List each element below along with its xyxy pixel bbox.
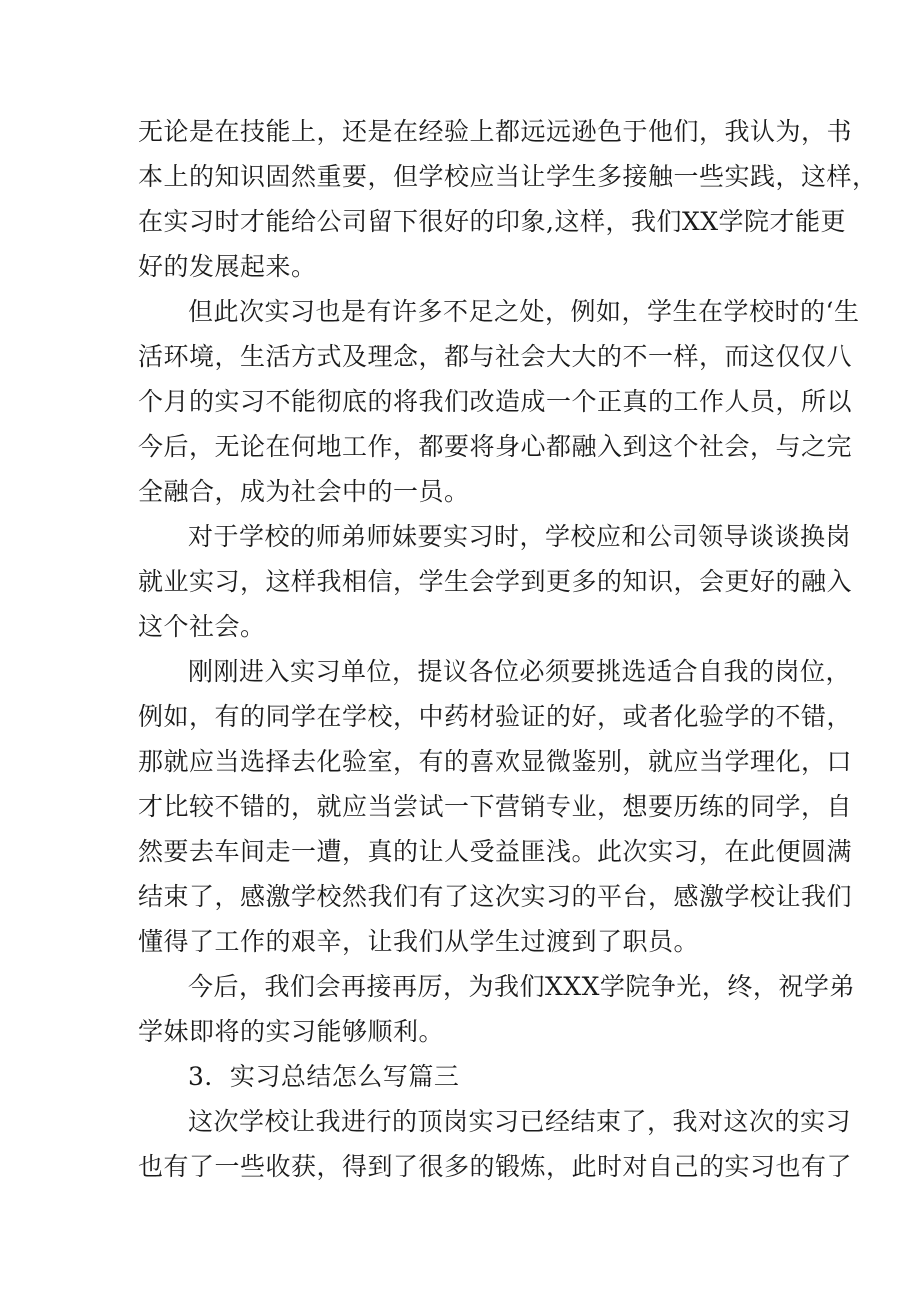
text-line: 在实习时才能给公司留下很好的印象,这样，我们XX学院才能更 bbox=[138, 207, 847, 236]
text-line: 学妹即将的实习能够顺利。 bbox=[138, 1017, 445, 1046]
paragraph-first-line: 刚刚进入实习单位，提议各位必须要挑选适合自我的岗位， bbox=[188, 657, 852, 686]
text-line: 活环境，生活方式及理念，都与社会大大的不一样，而这仅仅八 bbox=[138, 342, 853, 371]
paragraph-first-line: 对于学校的师弟师妹要实习时，学校应和公司领导谈谈换岗 bbox=[188, 522, 852, 551]
text-line: 好的发展起来。 bbox=[138, 252, 317, 281]
text-line: 也有了一些收获，得到了很多的锻炼，此时对自己的实习也有了 bbox=[138, 1152, 853, 1181]
text-line: 懂得了工作的艰辛，让我们从学生过渡到了职员。 bbox=[138, 927, 700, 956]
paragraph-first-line: 但此次实习也是有许多不足之处，例如，学生在学校时的‘生 bbox=[188, 297, 860, 326]
text-line: 才比较不错的，就应当尝试一下营销专业，想要历练的同学，自 bbox=[138, 792, 853, 821]
text-line: 那就应当选择去化验室，有的喜欢显微鉴别，就应当学理化，口 bbox=[138, 747, 853, 776]
paragraph-first-line: 这次学校让我进行的顶岗实习已经结束了，我对这次的实习 bbox=[188, 1107, 852, 1136]
text-line: 个月的实习不能彻底的将我们改造成一个正真的工作人员，所以 bbox=[138, 387, 853, 416]
text-line: 本上的知识固然重要，但学校应当让学生多接触一些实践，这样， bbox=[138, 162, 878, 191]
text-line: 无论是在技能上，还是在经验上都远远逊色于他们，我认为，书 bbox=[138, 117, 853, 146]
text-line: 全融合，成为社会中的一员。 bbox=[138, 477, 470, 506]
text-line: 结束了，感激学校然我们有了这次实习的平台，感激学校让我们 bbox=[138, 882, 853, 911]
paragraph-first-line: 今后，我们会再接再厉，为我们XXX学院争光，终，祝学弟 bbox=[188, 972, 855, 1001]
text-line: 今后，无论在何地工作，都要将身心都融入到这个社会，与之完 bbox=[138, 432, 853, 461]
text-line: 例如，有的同学在学校，中药材验证的好，或者化验学的不错， bbox=[138, 702, 853, 731]
text-line: 就业实习，这样我相信，学生会学到更多的知识，会更好的融入 bbox=[138, 567, 853, 596]
text-line: 然要去车间走一遭，真的让人受益匪浅。此次实习，在此便圆满 bbox=[138, 837, 853, 866]
section-heading: 3．实习总结怎么写篇三 bbox=[188, 1062, 460, 1091]
text-line: 这个社会。 bbox=[138, 612, 266, 641]
